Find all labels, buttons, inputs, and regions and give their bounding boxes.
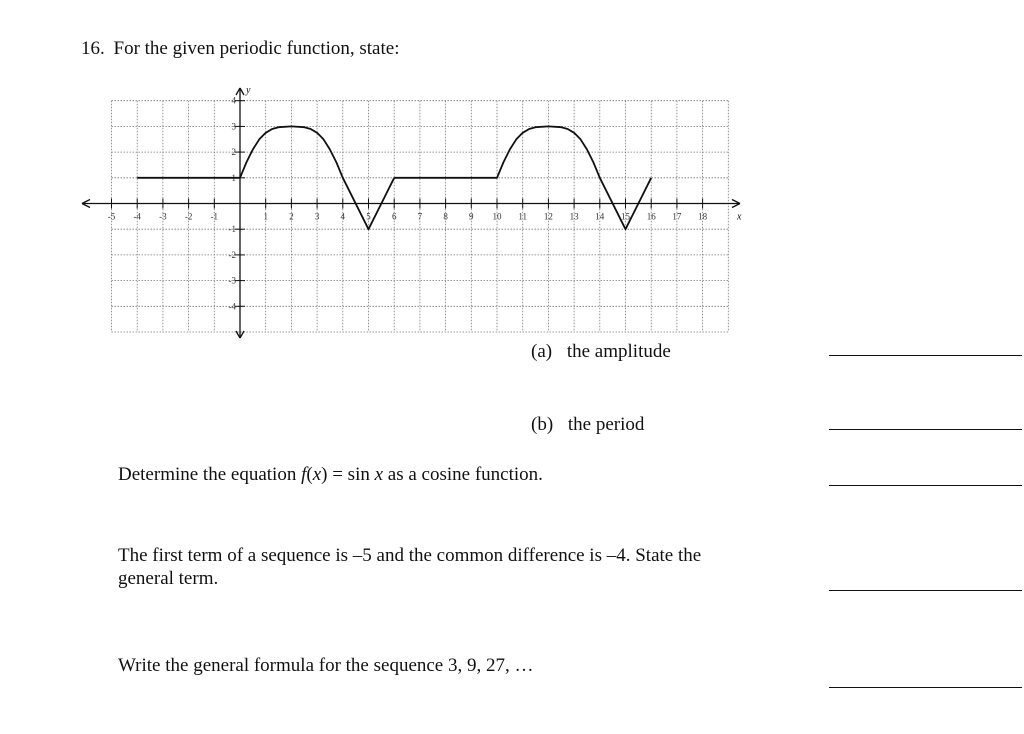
y-tick-label: 2 <box>231 147 236 158</box>
y-tick-label: -3 <box>228 275 236 286</box>
answer-line-18[interactable] <box>829 590 1022 591</box>
x-tick-label: 3 <box>314 211 320 222</box>
question-prompt: For the given periodic function, state: <box>113 38 400 59</box>
part-a-text: the amplitude <box>566 341 671 362</box>
y-tick-label: 3 <box>231 121 236 132</box>
answer-line-b[interactable] <box>829 429 1022 430</box>
part-b-text: the period <box>567 414 645 435</box>
x-axis-label: x <box>737 211 742 223</box>
graph-axes <box>82 88 740 338</box>
x-tick-label: 8 <box>443 211 448 222</box>
x-tick-label: -1 <box>210 211 219 222</box>
q17-equals: = sin <box>327 464 375 485</box>
x-tick-label: 2 <box>289 211 294 222</box>
x-tick-label: 4 <box>340 211 346 222</box>
x-tick-label: -2 <box>184 211 193 222</box>
x-tick-label: 1 <box>263 211 268 222</box>
part-a <box>531 341 671 363</box>
x-tick-label: -5 <box>107 211 116 222</box>
x-tick-label: 18 <box>698 211 708 222</box>
part-b-letter: (b) <box>531 414 554 435</box>
q17-func: f <box>301 464 307 485</box>
answer-line-a[interactable] <box>829 355 1022 356</box>
x-tick-label: 13 <box>569 211 579 222</box>
x-tick-label: 9 <box>469 211 474 222</box>
x-tick-label: 15 <box>621 211 630 222</box>
y-tick-label: -1 <box>228 224 236 235</box>
question-18-line1: The first term of a sequence is –5 and the common difference is –4. State the <box>118 545 702 566</box>
x-tick-label: -3 <box>159 211 167 222</box>
q17-var: x <box>312 464 322 485</box>
x-tick-label: 6 <box>391 211 397 222</box>
q17-var2: x <box>374 464 384 485</box>
question-number: 16. <box>81 38 105 59</box>
y-tick-label: 4 <box>231 95 236 106</box>
x-tick-label: 17 <box>672 211 682 222</box>
question-19: Write the general formula for the sequence 3, 9, 27, … <box>118 655 534 676</box>
x-tick-label: 12 <box>543 211 553 222</box>
x-tick-label: 11 <box>518 211 528 222</box>
q17-open: ( <box>306 464 313 485</box>
q17-close: ) <box>321 464 328 485</box>
q17-before: Determine the equation <box>118 464 302 485</box>
y-tick-label: -4 <box>228 301 236 312</box>
y-tick-label: 1 <box>231 172 236 183</box>
part-a-letter: (a) <box>531 341 553 362</box>
x-tick-label: 5 <box>366 211 371 222</box>
y-axis-label: y <box>246 85 251 96</box>
x-tick-label: 16 <box>646 211 656 222</box>
x-tick-label: -4 <box>133 211 141 222</box>
y-tick-label: -2 <box>228 249 236 260</box>
question-17 <box>118 464 543 486</box>
x-tick-label: 7 <box>417 211 423 222</box>
answer-line-17[interactable] <box>829 485 1022 486</box>
q17-after: as a cosine function. <box>383 464 543 485</box>
question-18-line2: general term. <box>118 568 219 589</box>
x-tick-label: 14 <box>595 211 605 222</box>
x-tick-label: 10 <box>492 211 502 222</box>
answer-line-19[interactable] <box>829 687 1022 688</box>
part-b <box>531 414 644 436</box>
